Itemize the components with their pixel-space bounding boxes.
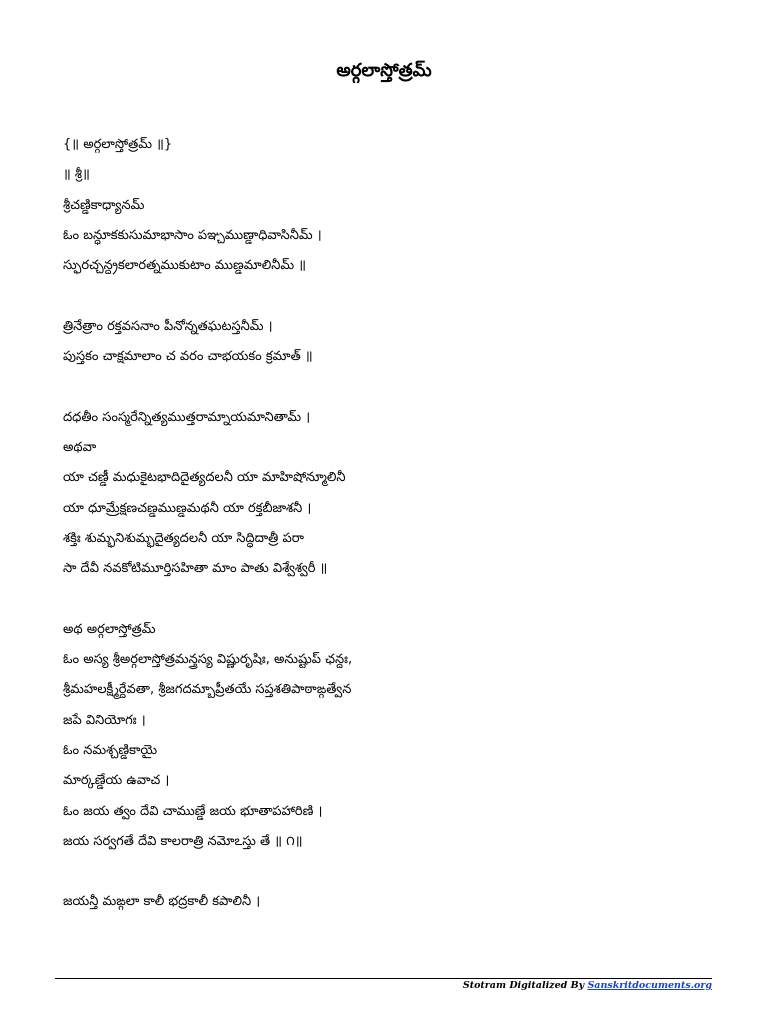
text-line: త్రినేత్రాం రక్తవసనాం పీనోన్నతఘటస్తనీమ్ । — [63, 318, 273, 334]
footer-prefix: Stotram Digitalized By — [462, 980, 588, 991]
stanza-gap — [63, 584, 723, 614]
stanza-gap — [63, 372, 723, 402]
text-line: ॥ శ్రీ॥ — [63, 167, 90, 183]
page-title: అర్గలాస్తోత్రమ్ — [336, 60, 432, 81]
footer-credit — [463, 980, 712, 991]
text-line: అథవా — [63, 439, 97, 455]
text-line: పుస్తకం చాక్షమాలాం చ వరం చాభయకం క్రమాత్ ॥ — [63, 349, 313, 365]
text-line: మార్కణ్డేయ ఉవాచ । — [63, 773, 170, 789]
footer-link[interactable]: Sanskritdocuments.org — [587, 980, 712, 991]
text-line: దధతీం సంస్మరేన్నిత్యముత్తరామ్నాయమానితామ్ । — [63, 409, 311, 425]
text-line: శ్రీమహలక్ష్మీర్దేవతా, శ్రీజగదమ్బాప్రీతయే సప్తశతిపాఠాఙ్గత్వేన — [63, 682, 352, 698]
stotram-text — [63, 130, 723, 918]
text-line: యా ధూమ్రేక్షణచణ్డముణ్డమథనీ యా రక్తబీజాశనీ । — [63, 500, 312, 516]
text-line: ఓం అస్య శ్రీఅర్గలాస్తోత్రమన్త్రస్య విష్ణురృషిః, అనుష్టుప్ ఛన్దః, — [63, 652, 353, 668]
text-line: సా దేవీ నవకోటిమూర్తిసహితా మాం పాతు విశ్వేశ్వరీ ॥ — [63, 561, 328, 577]
stanza-gap — [63, 857, 723, 887]
text-line: {॥ అర్గలాస్తోత్రమ్ ॥} — [63, 137, 173, 152]
footer-divider — [55, 978, 712, 979]
text-line: స్ఫురచ్చన్ద్రకలారత్నముకుటాం ముణ్డమాలినీమ్ ॥ — [63, 258, 307, 274]
text-line: శక్తిః శుమ్భనిశుమ్భదైత్యదలనీ యా సిద్ధిదాత్రీ పరా — [63, 530, 304, 546]
text-line: జయన్తీ మఙ్గలా కాలీ భద్రకాలీ కపాలినీ । — [63, 894, 261, 910]
text-line: అథ అర్గలాస్తోత్రమ్ — [63, 621, 156, 637]
text-line: ఓం బన్ధూకకుసుమాభాసాం పఞ్చముణ్డాధివాసినీమ్ । — [63, 227, 322, 243]
text-line: శ్రీచణ్డికాధ్యానమ్ — [63, 197, 145, 213]
stanza-gap — [63, 281, 723, 311]
text-line: ఓం నమశ్చణ్డికాయై — [63, 742, 158, 758]
text-line: యా చణ్డీ మధుకైటభాదిదైత్యదలనీ యా మాహిషోన్మూలినీ — [63, 470, 346, 486]
text-line: జపే వినియోగః । — [63, 712, 146, 728]
text-line: జయ సర్వగతే దేవి కాలరాత్రి నమోఽస్తు తే ॥ ౧॥ — [63, 833, 303, 849]
text-line: ఓం జయ త్వం దేవి చాముణ్డే జయ భూతాపహారిణి । — [63, 803, 323, 819]
